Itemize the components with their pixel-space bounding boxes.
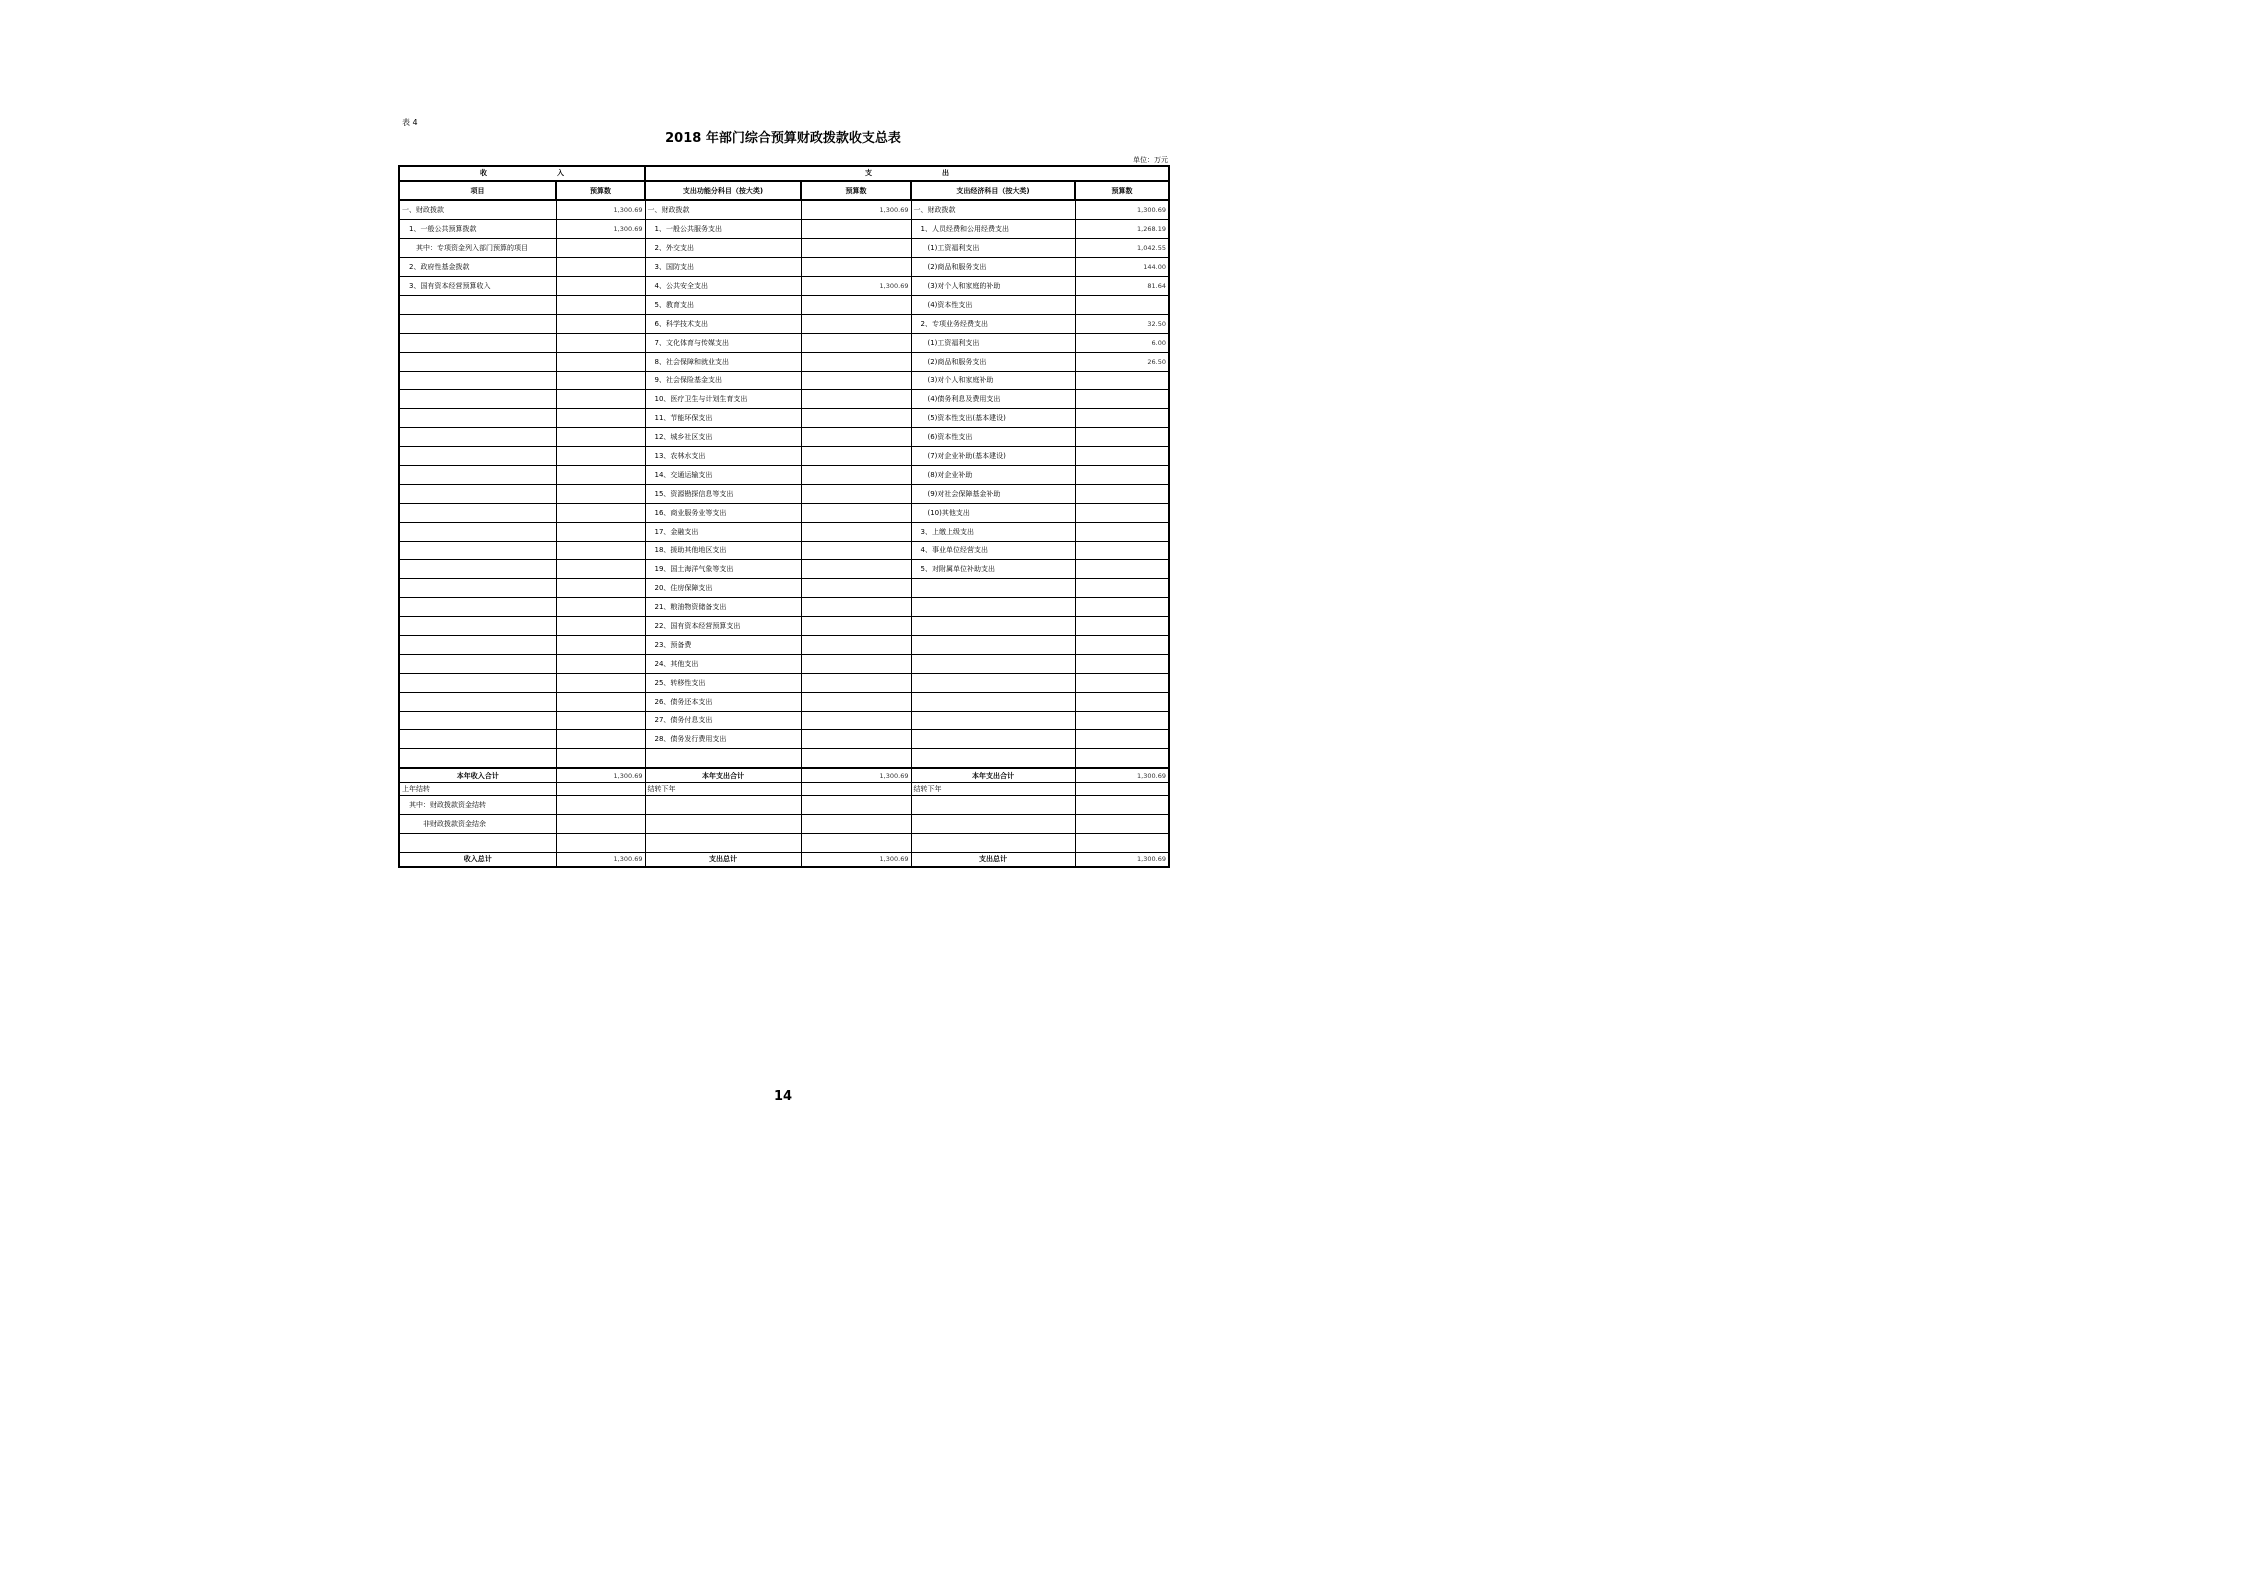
- item-cell: 结转下年: [645, 782, 801, 796]
- item-cell: 2、外交支出: [645, 239, 801, 258]
- item-cell: 15、资源勘探信息等支出: [645, 484, 801, 503]
- amount-cell: [801, 522, 911, 541]
- item-cell: (2)商品和服务支出: [911, 352, 1075, 371]
- amount-cell: [556, 815, 645, 834]
- item-cell: (10)其他支出: [911, 503, 1075, 522]
- table-row: [399, 200, 1169, 219]
- amount-cell: [556, 692, 645, 711]
- item-cell: [399, 465, 556, 484]
- amount-cell: [1075, 541, 1169, 560]
- amount-cell: [801, 635, 911, 654]
- item-cell: [399, 654, 556, 673]
- item-cell: 23、预备费: [645, 635, 801, 654]
- table-row: [399, 560, 1169, 579]
- column-header: 支出经济科目（按大类): [911, 181, 1075, 201]
- amount-cell: [1075, 371, 1169, 390]
- amount-cell: [1075, 503, 1169, 522]
- item-cell: 13、农林水支出: [645, 447, 801, 466]
- amount-cell: [801, 815, 911, 834]
- table-row: [399, 834, 1169, 853]
- amount-cell: [801, 295, 911, 314]
- amount-cell: 1,300.69: [801, 768, 911, 782]
- table-row: [399, 782, 1169, 796]
- amount-cell: [801, 673, 911, 692]
- item-cell: (3)对个人和家庭的补助: [911, 277, 1075, 296]
- item-cell: [645, 796, 801, 815]
- table-row: [399, 409, 1169, 428]
- amount-cell: [556, 503, 645, 522]
- item-cell: [911, 598, 1075, 617]
- item-cell: [911, 692, 1075, 711]
- amount-cell: [801, 314, 911, 333]
- item-cell: [399, 711, 556, 730]
- amount-cell: [801, 711, 911, 730]
- item-cell: (8)对企业补助: [911, 465, 1075, 484]
- amount-cell: [556, 579, 645, 598]
- item-cell: [399, 484, 556, 503]
- amount-cell: [556, 314, 645, 333]
- item-cell: 支出总计: [911, 853, 1075, 867]
- amount-cell: [801, 465, 911, 484]
- item-cell: 1、一般公共服务支出: [645, 220, 801, 239]
- table-row: [399, 853, 1169, 867]
- unit-label: 单位：万元: [1133, 156, 1168, 164]
- item-cell: 7、文化体育与传媒支出: [645, 333, 801, 352]
- amount-cell: [1075, 711, 1169, 730]
- amount-cell: [556, 484, 645, 503]
- item-cell: 19、国土海洋气象等支出: [645, 560, 801, 579]
- amount-cell: [1075, 560, 1169, 579]
- amount-cell: [1075, 749, 1169, 768]
- total-row: [399, 768, 1169, 782]
- amount-cell: 1,300.69: [556, 853, 645, 867]
- amount-cell: [556, 352, 645, 371]
- amount-cell: [801, 352, 911, 371]
- amount-cell: [556, 371, 645, 390]
- item-cell: 2、政府性基金拨款: [399, 258, 556, 277]
- column-header: 预算数: [801, 181, 911, 201]
- item-cell: [911, 730, 1075, 749]
- item-cell: (4)资本性支出: [911, 295, 1075, 314]
- table-row: [399, 617, 1169, 636]
- item-cell: [911, 654, 1075, 673]
- item-cell: 24、其他支出: [645, 654, 801, 673]
- amount-cell: [556, 277, 645, 296]
- amount-cell: [1075, 465, 1169, 484]
- amount-cell: [801, 730, 911, 749]
- item-cell: [399, 617, 556, 636]
- table-row: [399, 579, 1169, 598]
- table-row: [399, 333, 1169, 352]
- item-cell: [645, 815, 801, 834]
- table-row: [399, 295, 1169, 314]
- item-cell: [645, 749, 801, 768]
- amount-cell: [1075, 598, 1169, 617]
- amount-cell: [801, 239, 911, 258]
- item-cell: 1、人员经费和公用经费支出: [911, 220, 1075, 239]
- table-row: [399, 390, 1169, 409]
- table-row: [399, 749, 1169, 768]
- item-cell: (6)资本性支出: [911, 428, 1075, 447]
- amount-cell: 1,300.69: [801, 200, 911, 219]
- item-cell: [399, 522, 556, 541]
- amount-cell: [801, 654, 911, 673]
- amount-cell: [556, 834, 645, 853]
- table-row: [399, 503, 1169, 522]
- table-row: [399, 796, 1169, 815]
- table-row: [399, 258, 1169, 277]
- item-cell: 14、交通运输支出: [645, 465, 801, 484]
- item-cell: (1)工资福利支出: [911, 333, 1075, 352]
- table-row: [399, 239, 1169, 258]
- amount-cell: [801, 617, 911, 636]
- column-header: 项目: [399, 181, 556, 201]
- amount-cell: [801, 834, 911, 853]
- income-section-header: 收 入: [399, 166, 645, 181]
- amount-cell: 81.64: [1075, 277, 1169, 296]
- amount-cell: 1,300.69: [1075, 200, 1169, 219]
- item-cell: 上年结转: [399, 782, 556, 796]
- amount-cell: [556, 390, 645, 409]
- item-cell: (2)商品和服务支出: [911, 258, 1075, 277]
- item-cell: 本年收入合计: [399, 768, 556, 782]
- amount-cell: [1075, 654, 1169, 673]
- amount-cell: 32.50: [1075, 314, 1169, 333]
- item-cell: [399, 428, 556, 447]
- item-cell: [399, 503, 556, 522]
- table-row: [399, 277, 1169, 296]
- item-cell: 20、住房保障支出: [645, 579, 801, 598]
- item-cell: 4、公共安全支出: [645, 277, 801, 296]
- item-cell: 12、城乡社区支出: [645, 428, 801, 447]
- item-cell: [399, 749, 556, 768]
- item-cell: [399, 333, 556, 352]
- table-number-label: 表 4: [402, 118, 418, 127]
- column-header: 预算数: [556, 181, 645, 201]
- amount-cell: [801, 560, 911, 579]
- amount-cell: [801, 692, 911, 711]
- table-row: [399, 352, 1169, 371]
- amount-cell: [556, 465, 645, 484]
- item-cell: [911, 796, 1075, 815]
- column-header: 支出功能分科目（按大类): [645, 181, 801, 201]
- table-row: [399, 635, 1169, 654]
- item-cell: [911, 673, 1075, 692]
- item-cell: 5、对附属单位补助支出: [911, 560, 1075, 579]
- amount-cell: [1075, 815, 1169, 834]
- amount-cell: 1,300.69: [801, 277, 911, 296]
- amount-cell: 1,300.69: [1075, 768, 1169, 782]
- item-cell: [911, 815, 1075, 834]
- item-cell: 17、金融支出: [645, 522, 801, 541]
- amount-cell: [801, 333, 911, 352]
- item-cell: 28、债务发行费用支出: [645, 730, 801, 749]
- item-cell: 8、社会保障和就业支出: [645, 352, 801, 371]
- amount-cell: [1075, 522, 1169, 541]
- item-cell: [399, 314, 556, 333]
- table-row: [399, 220, 1169, 239]
- amount-cell: [801, 371, 911, 390]
- item-cell: [399, 730, 556, 749]
- amount-cell: [1075, 796, 1169, 815]
- amount-cell: [801, 428, 911, 447]
- amount-cell: [556, 258, 645, 277]
- amount-cell: 1,300.69: [556, 220, 645, 239]
- amount-cell: [1075, 295, 1169, 314]
- item-cell: [911, 635, 1075, 654]
- item-cell: [911, 749, 1075, 768]
- table-row: [399, 711, 1169, 730]
- item-cell: 一、财政拨款: [399, 200, 556, 219]
- amount-cell: 1,300.69: [556, 768, 645, 782]
- table-row: [399, 541, 1169, 560]
- item-cell: 1、一般公共预算拨款: [399, 220, 556, 239]
- table-row: [399, 522, 1169, 541]
- amount-cell: [556, 541, 645, 560]
- amount-cell: 1,300.69: [1075, 853, 1169, 867]
- amount-cell: [556, 730, 645, 749]
- amount-cell: [556, 673, 645, 692]
- table-row: [399, 465, 1169, 484]
- amount-cell: [556, 295, 645, 314]
- table-row: [399, 692, 1169, 711]
- item-cell: 支出总计: [645, 853, 801, 867]
- item-cell: 26、债务还本支出: [645, 692, 801, 711]
- amount-cell: [1075, 579, 1169, 598]
- amount-cell: [1075, 834, 1169, 853]
- amount-cell: [556, 522, 645, 541]
- column-header-row: [399, 181, 1169, 201]
- item-cell: [911, 617, 1075, 636]
- item-cell: 11、节能环保支出: [645, 409, 801, 428]
- amount-cell: [1075, 428, 1169, 447]
- item-cell: [399, 409, 556, 428]
- amount-cell: [1075, 635, 1169, 654]
- amount-cell: [556, 654, 645, 673]
- amount-cell: [556, 333, 645, 352]
- amount-cell: [801, 749, 911, 768]
- item-cell: 10、医疗卫生与计划生育支出: [645, 390, 801, 409]
- item-cell: [911, 711, 1075, 730]
- table-row: [399, 314, 1169, 333]
- item-cell: (4)债务利息及费用支出: [911, 390, 1075, 409]
- item-cell: [399, 834, 556, 853]
- item-cell: 16、商业服务业等支出: [645, 503, 801, 522]
- table-row: [399, 484, 1169, 503]
- amount-cell: [1075, 409, 1169, 428]
- amount-cell: [1075, 673, 1169, 692]
- item-cell: [399, 447, 556, 466]
- amount-cell: [556, 617, 645, 636]
- item-cell: [645, 834, 801, 853]
- item-cell: [399, 692, 556, 711]
- amount-cell: [801, 258, 911, 277]
- amount-cell: [801, 579, 911, 598]
- amount-cell: [556, 447, 645, 466]
- item-cell: 本年支出合计: [645, 768, 801, 782]
- item-cell: [399, 295, 556, 314]
- item-cell: (7)对企业补助(基本建设): [911, 447, 1075, 466]
- section-header-row: [399, 166, 1169, 181]
- item-cell: 21、粮油物资储备支出: [645, 598, 801, 617]
- amount-cell: [801, 220, 911, 239]
- amount-cell: [556, 239, 645, 258]
- item-cell: (3)对个人和家庭补助: [911, 371, 1075, 390]
- amount-cell: [1075, 782, 1169, 796]
- item-cell: [399, 371, 556, 390]
- item-cell: (9)对社会保障基金补助: [911, 484, 1075, 503]
- item-cell: [911, 834, 1075, 853]
- budget-summary-table: [398, 165, 1170, 868]
- amount-cell: [801, 796, 911, 815]
- amount-cell: [1075, 484, 1169, 503]
- item-cell: 非财政拨款资金结余: [399, 815, 556, 834]
- document-title: 2018 年部门综合预算财政拨款收支总表: [665, 131, 901, 146]
- amount-cell: [801, 541, 911, 560]
- item-cell: 3、国防支出: [645, 258, 801, 277]
- table-row: [399, 598, 1169, 617]
- amount-cell: [556, 711, 645, 730]
- table-row: [399, 673, 1169, 692]
- page-number: 14: [773, 1089, 793, 1104]
- item-cell: 27、债务付息支出: [645, 711, 801, 730]
- amount-cell: [556, 560, 645, 579]
- item-cell: [399, 635, 556, 654]
- item-cell: [911, 579, 1075, 598]
- item-cell: [399, 579, 556, 598]
- amount-cell: [1075, 692, 1169, 711]
- item-cell: 其中：财政拨款资金结转: [399, 796, 556, 815]
- column-header: 预算数: [1075, 181, 1169, 201]
- table-row: [399, 428, 1169, 447]
- amount-cell: 1,268.19: [1075, 220, 1169, 239]
- item-cell: 25、转移性支出: [645, 673, 801, 692]
- table-row: [399, 654, 1169, 673]
- amount-cell: [801, 484, 911, 503]
- table-row: [399, 371, 1169, 390]
- amount-cell: [1075, 730, 1169, 749]
- amount-cell: [556, 635, 645, 654]
- amount-cell: [1075, 617, 1169, 636]
- amount-cell: [1075, 447, 1169, 466]
- amount-cell: [556, 782, 645, 796]
- item-cell: 4、事业单位经营支出: [911, 541, 1075, 560]
- amount-cell: 6.00: [1075, 333, 1169, 352]
- item-cell: 一、财政拨款: [645, 200, 801, 219]
- table-row: [399, 815, 1169, 834]
- amount-cell: 26.50: [1075, 352, 1169, 371]
- item-cell: 收入总计: [399, 853, 556, 867]
- item-cell: [399, 598, 556, 617]
- amount-cell: [556, 428, 645, 447]
- amount-cell: [556, 598, 645, 617]
- amount-cell: [556, 409, 645, 428]
- amount-cell: [801, 598, 911, 617]
- item-cell: (1)工资福利支出: [911, 239, 1075, 258]
- amount-cell: 144.00: [1075, 258, 1169, 277]
- amount-cell: [801, 447, 911, 466]
- item-cell: 一、财政拨款: [911, 200, 1075, 219]
- expense-section-header: 支 出: [645, 166, 1169, 181]
- amount-cell: 1,300.69: [801, 853, 911, 867]
- item-cell: 3、国有资本经营预算收入: [399, 277, 556, 296]
- item-cell: [399, 352, 556, 371]
- item-cell: 18、援助其他地区支出: [645, 541, 801, 560]
- amount-cell: [556, 796, 645, 815]
- item-cell: 6、科学技术支出: [645, 314, 801, 333]
- item-cell: 本年支出合计: [911, 768, 1075, 782]
- amount-cell: [556, 749, 645, 768]
- item-cell: 2、专项业务经费支出: [911, 314, 1075, 333]
- item-cell: 5、教育支出: [645, 295, 801, 314]
- amount-cell: [801, 390, 911, 409]
- item-cell: 22、国有资本经营预算支出: [645, 617, 801, 636]
- amount-cell: 1,300.69: [556, 200, 645, 219]
- item-cell: [399, 673, 556, 692]
- amount-cell: [801, 409, 911, 428]
- amount-cell: 1,042.55: [1075, 239, 1169, 258]
- amount-cell: [801, 503, 911, 522]
- item-cell: [399, 560, 556, 579]
- item-cell: [399, 390, 556, 409]
- table-row: [399, 447, 1169, 466]
- item-cell: (5)资本性支出(基本建设): [911, 409, 1075, 428]
- table-row: [399, 730, 1169, 749]
- item-cell: 其中：专项资金列入部门预算的项目: [399, 239, 556, 258]
- amount-cell: [1075, 390, 1169, 409]
- item-cell: 3、上缴上级支出: [911, 522, 1075, 541]
- amount-cell: [801, 782, 911, 796]
- item-cell: 结转下年: [911, 782, 1075, 796]
- item-cell: [399, 541, 556, 560]
- item-cell: 9、社会保险基金支出: [645, 371, 801, 390]
